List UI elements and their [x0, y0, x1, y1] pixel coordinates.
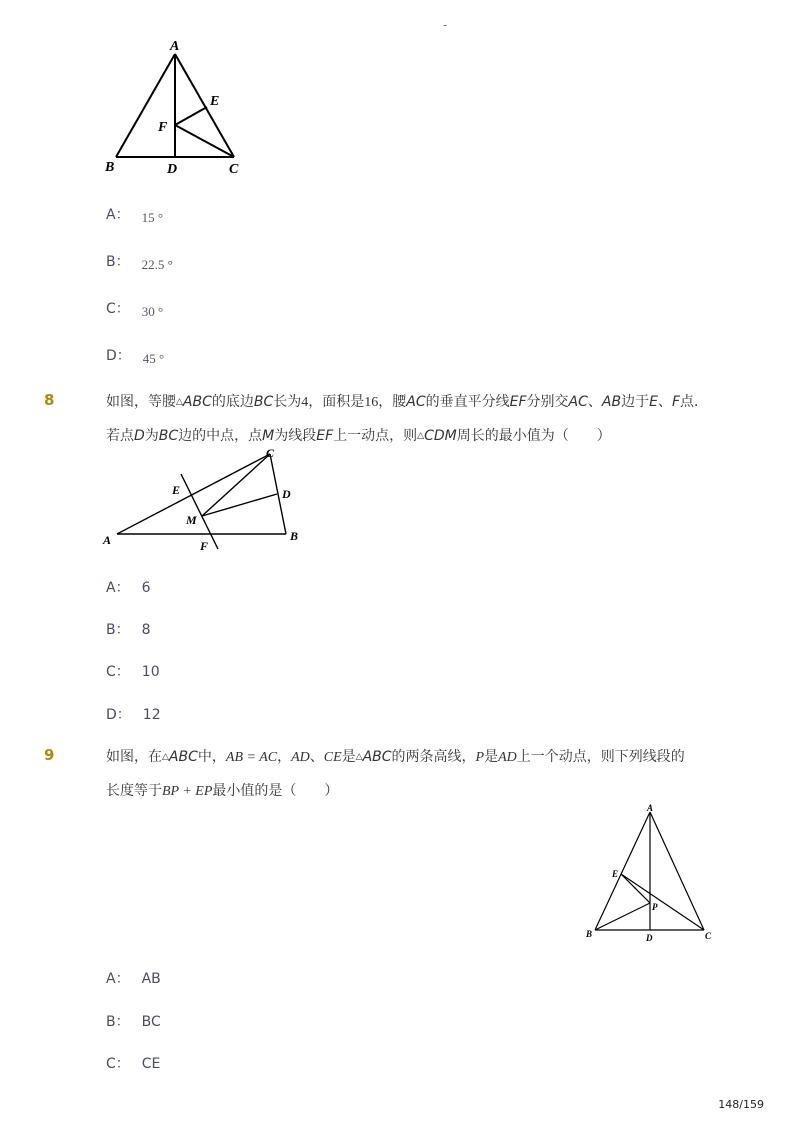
q9-option-b[interactable]	[106, 1011, 161, 1031]
option-value: CE	[141, 1056, 161, 1072]
label-a: A	[170, 39, 180, 54]
label-f: F	[200, 539, 209, 553]
option-label: B：	[106, 254, 130, 270]
label-a: A	[647, 803, 654, 813]
option-label: D：	[106, 707, 131, 723]
option-label: B：	[106, 1014, 130, 1030]
label-b: B	[105, 160, 115, 175]
label-e: E	[210, 94, 220, 109]
figure-q8-triangle	[100, 442, 310, 557]
q7-option-b[interactable]	[106, 251, 173, 271]
question-number-8: 8	[44, 391, 55, 409]
label-c: C	[229, 162, 239, 177]
label-c: C	[705, 931, 712, 941]
question-number-9: 9	[44, 746, 55, 764]
q7-option-a[interactable]	[106, 204, 163, 224]
label-d: D	[282, 487, 291, 501]
option-value: 10	[141, 664, 160, 680]
option-value: 8	[141, 622, 151, 638]
figure-q9-triangle	[580, 800, 720, 948]
option-value: 45 °	[142, 351, 165, 366]
top-mark: -	[443, 18, 448, 32]
option-label: C：	[106, 1056, 130, 1072]
option-label: A：	[106, 580, 130, 596]
label-b: B	[586, 929, 593, 939]
option-label: B：	[106, 622, 130, 638]
option-value: 22.5 °	[141, 257, 173, 272]
q9-option-a[interactable]	[106, 968, 161, 988]
q8-option-c[interactable]	[106, 661, 160, 681]
label-b: B	[290, 529, 299, 543]
q7-option-c[interactable]	[106, 298, 163, 318]
option-value: 6	[141, 580, 151, 596]
option-label: A：	[106, 971, 130, 987]
q8-option-a[interactable]	[106, 577, 151, 597]
label-e: E	[172, 483, 181, 497]
q7-option-d[interactable]	[106, 345, 164, 365]
segment-fe	[175, 107, 207, 125]
option-value: 12	[142, 707, 161, 723]
figure-q7-triangle	[100, 34, 260, 184]
q9-option-c[interactable]	[106, 1053, 160, 1073]
segment-ep	[621, 874, 650, 903]
label-d: D	[646, 933, 653, 943]
q8-option-b[interactable]	[106, 619, 151, 639]
label-d: D	[167, 162, 178, 177]
q9-text-line-2: 长度等于BP + EP最小值的是（ ）	[106, 783, 339, 799]
option-value: BC	[141, 1014, 161, 1030]
option-value: AB	[141, 971, 161, 987]
label-p: P	[652, 902, 658, 912]
q8-text-line-1: 如图，等腰△ABC的底边BC长为4，面积是16，腰AC的垂直平分线EF分别交AC、AB边于E、F点．	[106, 394, 709, 410]
segment-ef	[181, 474, 218, 549]
q8-option-d[interactable]	[106, 704, 161, 724]
label-f: F	[158, 120, 168, 135]
label-c: C	[266, 446, 275, 460]
label-a: A	[103, 533, 112, 547]
q8-text-line-2: 若点D为BC边的中点，点M为线段EF上一动点，则△CDM周长的最小值为（ ）	[106, 428, 611, 444]
page-number: 148/159	[718, 1098, 764, 1111]
segment-ab	[595, 812, 650, 930]
option-label: C：	[106, 301, 130, 317]
label-e: E	[612, 869, 619, 879]
segment-ab	[116, 54, 175, 157]
q9-text-line-1: 如图，在△ABC中，AB = AC，AD、CE是△ABC的两条高线，P是AD上一个动点，则下列线段的	[106, 749, 685, 765]
segment-bp	[595, 903, 650, 930]
option-label: A：	[106, 207, 130, 223]
option-value: 30 °	[141, 304, 164, 319]
label-m: M	[186, 513, 197, 527]
option-value: 15 °	[141, 210, 164, 225]
option-label: C：	[106, 664, 130, 680]
option-label: D：	[106, 348, 131, 364]
